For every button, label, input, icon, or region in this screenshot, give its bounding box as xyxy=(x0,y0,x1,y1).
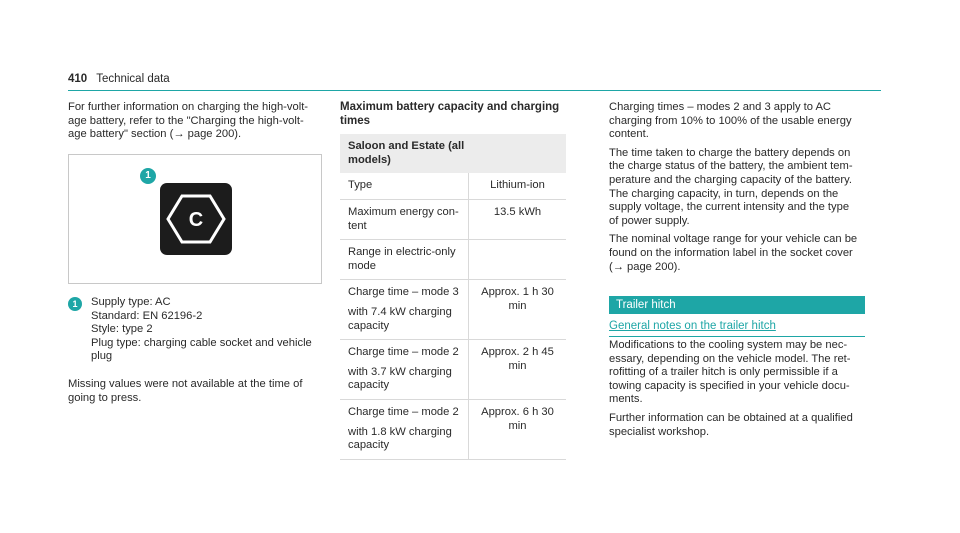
section-title: Technical data xyxy=(96,73,170,85)
legend-line: Standard: EN 62196-2 xyxy=(91,309,203,322)
plug-letter: C xyxy=(188,209,204,231)
legend-line: Style: type 2 xyxy=(91,323,153,336)
figure-callout-badge: 1 xyxy=(140,168,156,184)
legend-line: plug xyxy=(91,350,113,363)
row-label: Range in electric-only mode xyxy=(340,240,469,280)
intro-line: age battery, refer to the "Charging the high-volt- xyxy=(68,114,304,127)
intro-line: For further information on charging the high-volt- xyxy=(68,101,309,113)
table-row xyxy=(340,340,566,400)
row-value: Approx. 2 h 45 min xyxy=(469,340,567,400)
table-row xyxy=(340,173,566,199)
note-line: Missing values were not available at the time of xyxy=(68,378,303,390)
legend-callout-badge: 1 xyxy=(68,297,82,311)
page-header xyxy=(68,73,170,87)
row-label: Maximum energy con- tent xyxy=(340,199,469,239)
table-row xyxy=(340,280,566,340)
row-value: Approx. 6 h 30 min xyxy=(469,399,567,459)
modifications-paragraph: Modifications to the cooling system may be nec- essary, depending on the vehicle model. The ret- rofitting of a trailer hitch is only permissible if a towing capacity is specified in your vehicle docu- ments. xyxy=(609,339,851,406)
trailer-hitch-notes xyxy=(609,339,865,439)
intro-line: age battery" section (→ page 200). xyxy=(68,128,242,141)
row-value xyxy=(469,240,567,280)
missing-values-note xyxy=(68,378,324,405)
row-label: Charge time – mode 3 with 7.4 kW charging capacity xyxy=(340,280,469,340)
row-value: Approx. 1 h 30 min xyxy=(469,280,567,340)
intro-paragraph xyxy=(68,101,324,142)
charging-notes xyxy=(609,101,865,274)
trailer-hitch-title: Trailer hitch xyxy=(616,299,676,311)
battery-table-section xyxy=(340,101,566,460)
page-number: 410 xyxy=(68,73,88,85)
table-row xyxy=(340,199,566,239)
table-title: Maximum battery capacity and charging times xyxy=(340,101,560,127)
row-label: Charge time – mode 2 with 3.7 kW charging capacity xyxy=(340,340,469,400)
table-row xyxy=(340,399,566,459)
charging-times-paragraph: Charging times – modes 2 and 3 apply to AC charging from 10% to 100% of the usable energy content. xyxy=(609,101,852,141)
charge-duration-paragraph: The time taken to charge the battery depends on the charge status of the battery, the ambient tem- perature and the charging capacity of the battery. The charging capacity, in turn, depends on the supply voltage, the current intensity and the type of power supply. xyxy=(609,146,853,227)
row-value: Lithium-ion xyxy=(469,173,567,199)
plug-figure xyxy=(68,154,322,284)
figure-legend xyxy=(68,296,324,364)
row-value: 13.5 kWh xyxy=(469,199,567,239)
trailer-hitch-subheading: General notes on the trailer hitch xyxy=(609,320,865,337)
row-label: Type xyxy=(340,173,469,199)
table-group-header: Saloon and Estate (all models) xyxy=(340,134,566,173)
battery-table xyxy=(340,134,566,460)
trailer-hitch-section-bar xyxy=(609,296,865,314)
legend-line: Plug type: charging cable socket and vehicle xyxy=(91,336,312,349)
nominal-voltage-paragraph: The nominal voltage range for your vehicle can be found on the information label in the socket cover (→ page 200). xyxy=(609,233,858,273)
row-label: Charge time – mode 2 with 1.8 kW charging capacity xyxy=(340,399,469,459)
header-rule xyxy=(68,90,881,91)
table-row xyxy=(340,240,566,280)
legend-line: Supply type: AC xyxy=(91,296,171,308)
type2-plug-C-icon xyxy=(160,183,232,255)
note-line: going to press. xyxy=(68,391,142,404)
further-info-paragraph: Further information can be obtained at a qualified specialist workshop. xyxy=(609,411,853,438)
